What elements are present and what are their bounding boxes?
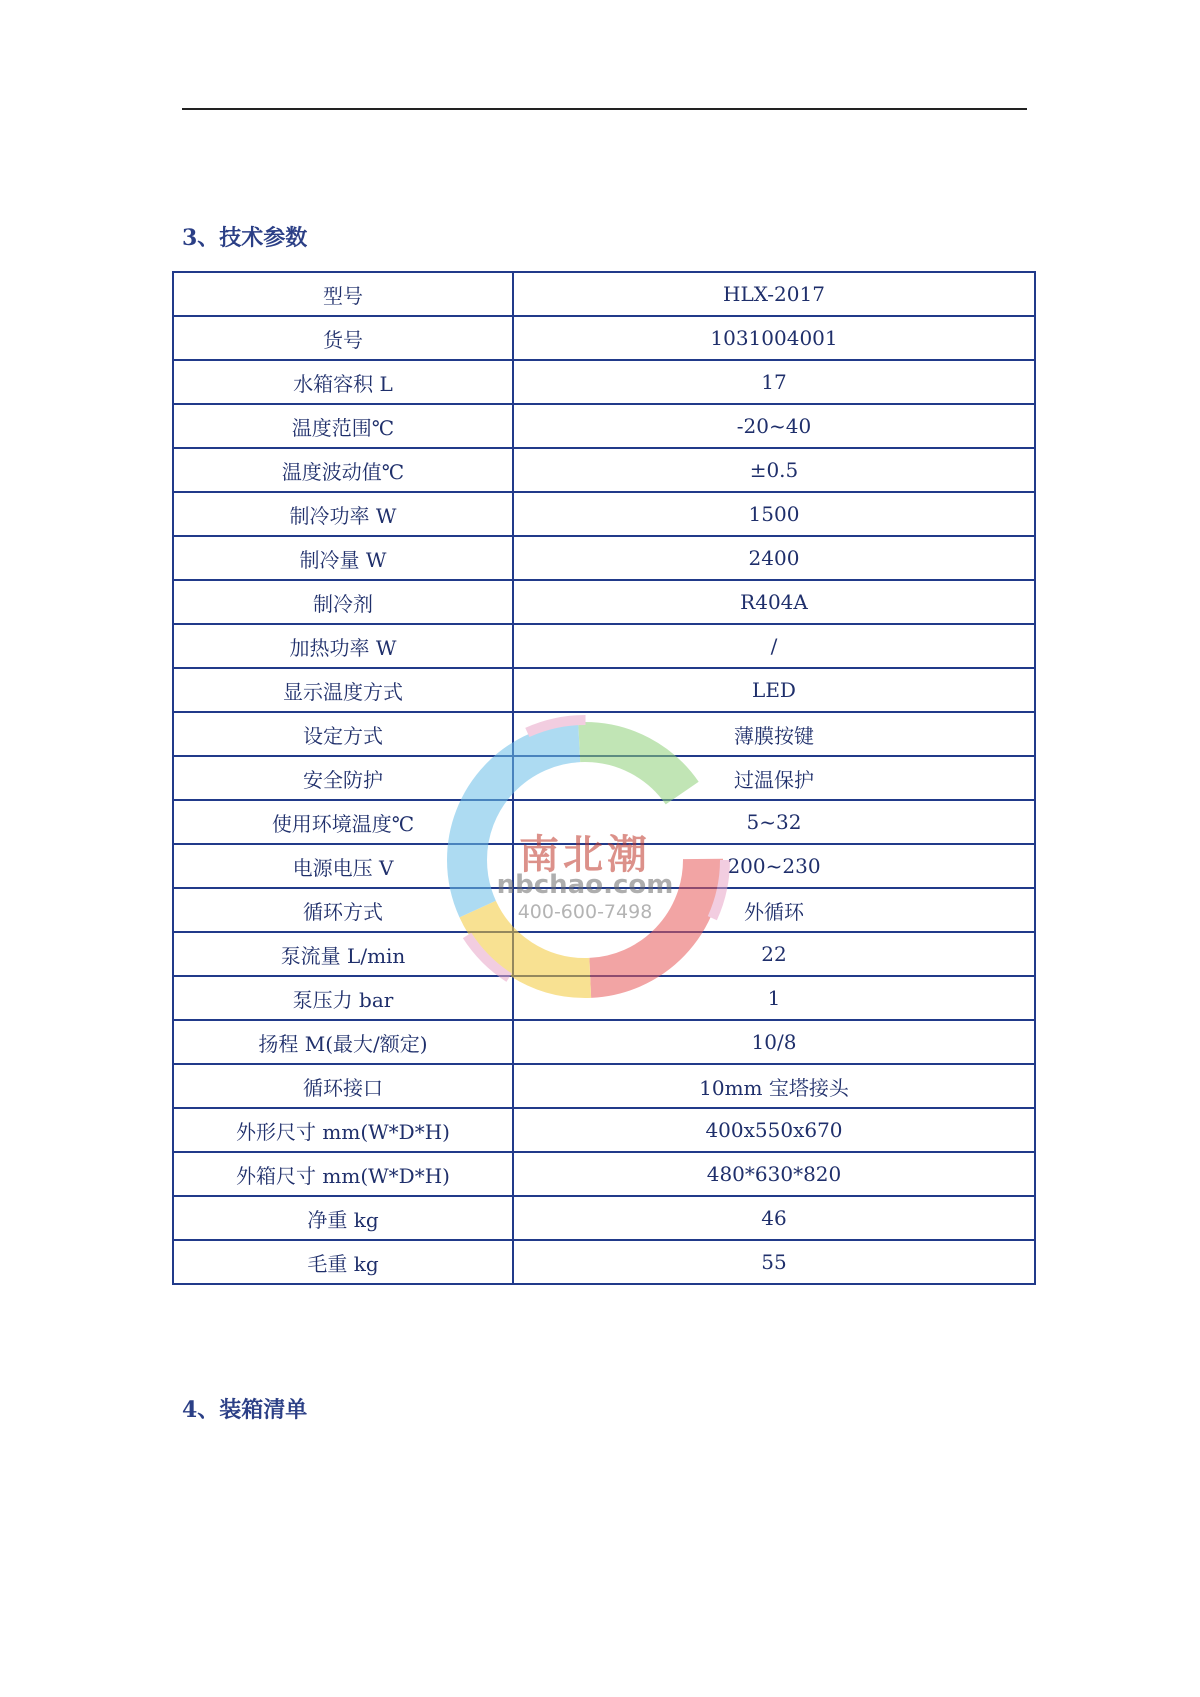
table-row	[173, 404, 1035, 448]
param-name-cell: 循环方式	[173, 888, 513, 932]
table-row	[173, 492, 1035, 536]
param-value-cell: 2400	[513, 536, 1035, 580]
table-row	[173, 624, 1035, 668]
param-name-cell: 加热功率 W	[173, 624, 513, 668]
param-value-cell: 1031004001	[513, 316, 1035, 360]
param-name-cell: 制冷量 W	[173, 536, 513, 580]
watermark-site: nbchao.com	[496, 870, 674, 900]
table-row	[173, 756, 1035, 800]
param-value-cell: 17	[513, 360, 1035, 404]
param-value-cell: 1	[513, 976, 1035, 1020]
table-row	[173, 1108, 1035, 1152]
table-row	[173, 580, 1035, 624]
table-row	[173, 800, 1035, 844]
table-row	[173, 1240, 1035, 1284]
param-name-cell: 外形尺寸 mm(W*D*H)	[173, 1108, 513, 1152]
table-row	[173, 976, 1035, 1020]
param-name-cell: 水箱容积 L	[173, 360, 513, 404]
table-row	[173, 536, 1035, 580]
param-name-cell: 安全防护	[173, 756, 513, 800]
param-value-cell: 200~230	[513, 844, 1035, 888]
param-value-cell: 55	[513, 1240, 1035, 1284]
param-value-cell: 480*630*820	[513, 1152, 1035, 1196]
section-heading-tech-params: 3、技术参数	[182, 225, 308, 251]
table-row	[173, 448, 1035, 492]
table-row	[173, 1064, 1035, 1108]
param-name-cell: 泵压力 bar	[173, 976, 513, 1020]
param-name-cell: 型号	[173, 272, 513, 316]
param-name-cell: 温度波动值℃	[173, 448, 513, 492]
param-value-cell: 薄膜按键	[513, 712, 1035, 756]
param-value-cell: 10/8	[513, 1020, 1035, 1064]
param-name-cell: 制冷剂	[173, 580, 513, 624]
param-name-cell: 扬程 M(最大/额定)	[173, 1020, 513, 1064]
table-row	[173, 844, 1035, 888]
param-value-cell: 46	[513, 1196, 1035, 1240]
param-value-cell: LED	[513, 668, 1035, 712]
param-name-cell: 货号	[173, 316, 513, 360]
param-value-cell: 5~32	[513, 800, 1035, 844]
param-name-cell: 设定方式	[173, 712, 513, 756]
param-name-cell: 使用环境温度℃	[173, 800, 513, 844]
param-value-cell: /	[513, 624, 1035, 668]
table-row	[173, 272, 1035, 316]
table-row	[173, 712, 1035, 756]
spec-table-body	[173, 272, 1035, 1284]
param-value-cell: 10mm 宝塔接头	[513, 1064, 1035, 1108]
table-row	[173, 316, 1035, 360]
table-row	[173, 1152, 1035, 1196]
watermark-brand: 南北潮	[519, 832, 651, 878]
watermark-phone: 400-600-7498	[517, 901, 653, 923]
table-row	[173, 360, 1035, 404]
param-value-cell: ±0.5	[513, 448, 1035, 492]
param-name-cell: 显示温度方式	[173, 668, 513, 712]
param-value-cell: 外循环	[513, 888, 1035, 932]
param-name-cell: 外箱尺寸 mm(W*D*H)	[173, 1152, 513, 1196]
table-row	[173, 668, 1035, 712]
param-value-cell: R404A	[513, 580, 1035, 624]
param-value-cell: HLX-2017	[513, 272, 1035, 316]
param-value-cell: 400x550x670	[513, 1108, 1035, 1152]
table-row	[173, 1020, 1035, 1064]
param-name-cell: 制冷功率 W	[173, 492, 513, 536]
param-name-cell: 电源电压 V	[173, 844, 513, 888]
header-rule	[182, 108, 1027, 110]
param-name-cell: 毛重 kg	[173, 1240, 513, 1284]
section-heading-packing-list: 4、装箱清单	[182, 1397, 308, 1423]
param-value-cell: 过温保护	[513, 756, 1035, 800]
param-name-cell: 泵流量 L/min	[173, 932, 513, 976]
param-name-cell: 温度范围℃	[173, 404, 513, 448]
table-row	[173, 932, 1035, 976]
spec-table	[172, 271, 1036, 1285]
table-row	[173, 1196, 1035, 1240]
param-name-cell: 循环接口	[173, 1064, 513, 1108]
param-name-cell: 净重 kg	[173, 1196, 513, 1240]
param-value-cell: 1500	[513, 492, 1035, 536]
table-row	[173, 888, 1035, 932]
param-value-cell: -20~40	[513, 404, 1035, 448]
param-value-cell: 22	[513, 932, 1035, 976]
